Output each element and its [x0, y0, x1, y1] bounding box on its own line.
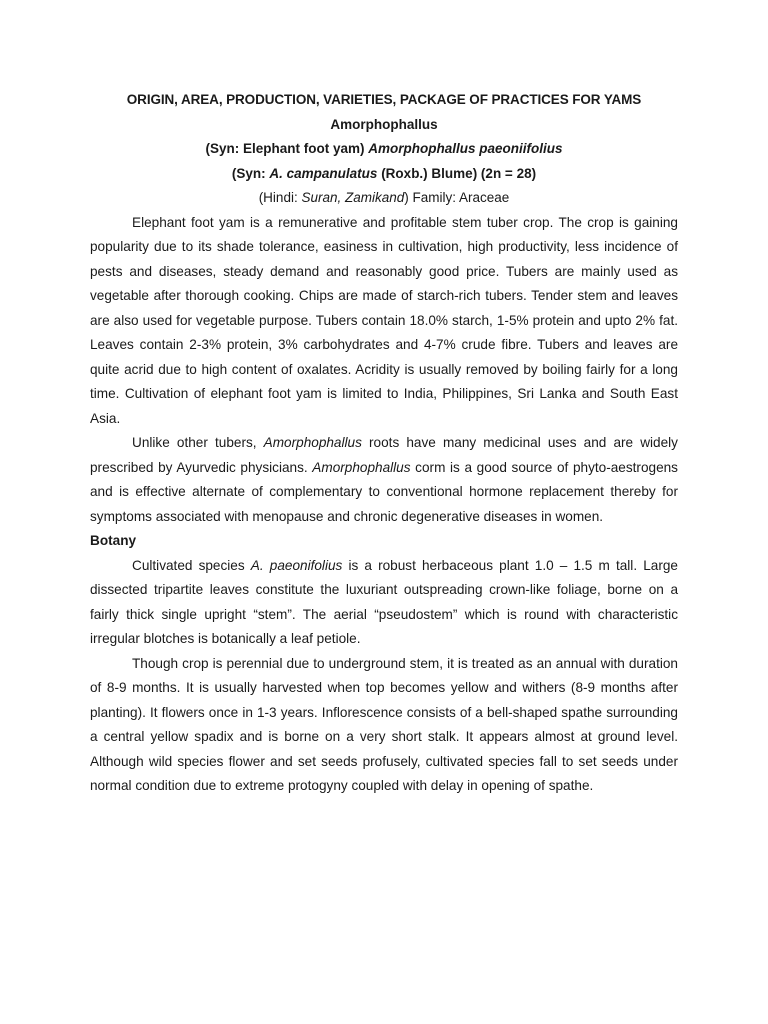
intro-paragraph-2: [90, 431, 678, 529]
synonym-2-open: (Syn:: [231, 165, 270, 181]
intro-p2-genus-2: Amorphophallus: [312, 459, 411, 475]
botany-paragraph-1: [90, 554, 678, 652]
intro-paragraph-1: Elephant foot yam is a remunerative and profitable stem tuber crop. The crop is gaining popularity due to its shade tolerance, easiness in cultivation, high productivity, less incidence of pests and diseases, steady demand and reasonably good price. Tubers are mainly used as vegetable after thorough cooking. Chips are made of starch-rich tubers. Tender stem and leaves are also used for vegetable purpose. Tubers contain 18.0% starch, 1-5% protein and upto 2% fat. Leaves contain 2-3% protein, 3% carbohydrates and 4-7% crude fibre. Tubers and leaves are quite acrid due to high content of oxalates. Acridity is usually removed by boiling fairly for a long time. Cultivation of elephant foot yam is limited to India, Philippines, Sri Lanka and South East Asia.: [90, 214, 678, 426]
synonym-2-species: A. campanulatus: [269, 165, 378, 181]
synonym-1-prefix: (Syn: Elephant foot yam): [205, 141, 369, 156]
hindi-open: (Hindi:: [258, 190, 302, 205]
hindi-close: ) Family: Araceae: [404, 190, 510, 205]
intro-p2-text-a: Unlike other tubers,: [132, 435, 264, 450]
genus-heading: Amorphophallus: [330, 116, 438, 132]
intro-p2-genus-1: Amorphophallus: [263, 435, 362, 450]
hindi-family-line: [90, 186, 678, 211]
synonym-line-2: [90, 162, 678, 187]
synonym-line-1: [90, 137, 678, 162]
botany-paragraph-2: Though crop is perennial due to underground stem, it is treated as an annual with duration of 8-9 months. It is usually harvested when top becomes yellow and withers (8-9 months after planting). It flowers once in 1-3 years. Inflorescence consists of a bell-shaped spathe surrounding a central yellow spadix and is borne on a very short stalk. It appears almost at ground level. Although wild species flower and set seeds profusely, cultivated species fall to set seeds under normal condition due to extreme protogyny coupled with delay in opening of spathe.: [90, 655, 678, 793]
botany-p1-species: A. paeonifolius: [250, 557, 343, 573]
botany-heading: Botany: [90, 533, 137, 548]
hindi-names: Suran, Zamikand: [301, 190, 405, 205]
synonym-1-species: Amorphophallus paeoniifolius: [368, 141, 563, 156]
intro-p2-text-b: roots have many medicinal uses and are widely prescribed by Ayurvedic physicians.: [90, 435, 678, 475]
synonym-2-rest: (Roxb.) Blume) (2n = 28): [377, 165, 537, 181]
botany-p1-text-b: is a robust herbaceous plant 1.0 – 1.5 m tall. Large dissected tripartite leaves constitute the luxuriant outspreading crown-like foliage, borne on a fairly thick single upright “stem”. The aerial “pseudostem” which is round with characteristic irregular blotches is botanically a leaf petiole.: [90, 557, 678, 646]
document-page: [90, 88, 678, 799]
document-title: ORIGIN, AREA, PRODUCTION, VARIETIES, PACKAGE OF PRACTICES FOR YAMS: [126, 92, 642, 107]
intro-p2-text-c: corm is a good source of phyto-aestrogens and is effective alternate of complementary to conventional hormone replacement thereby for symptoms associated with menopause and chronic degenerative diseases in women.: [90, 459, 678, 524]
botany-p1-text-a: Cultivated species: [132, 557, 251, 573]
